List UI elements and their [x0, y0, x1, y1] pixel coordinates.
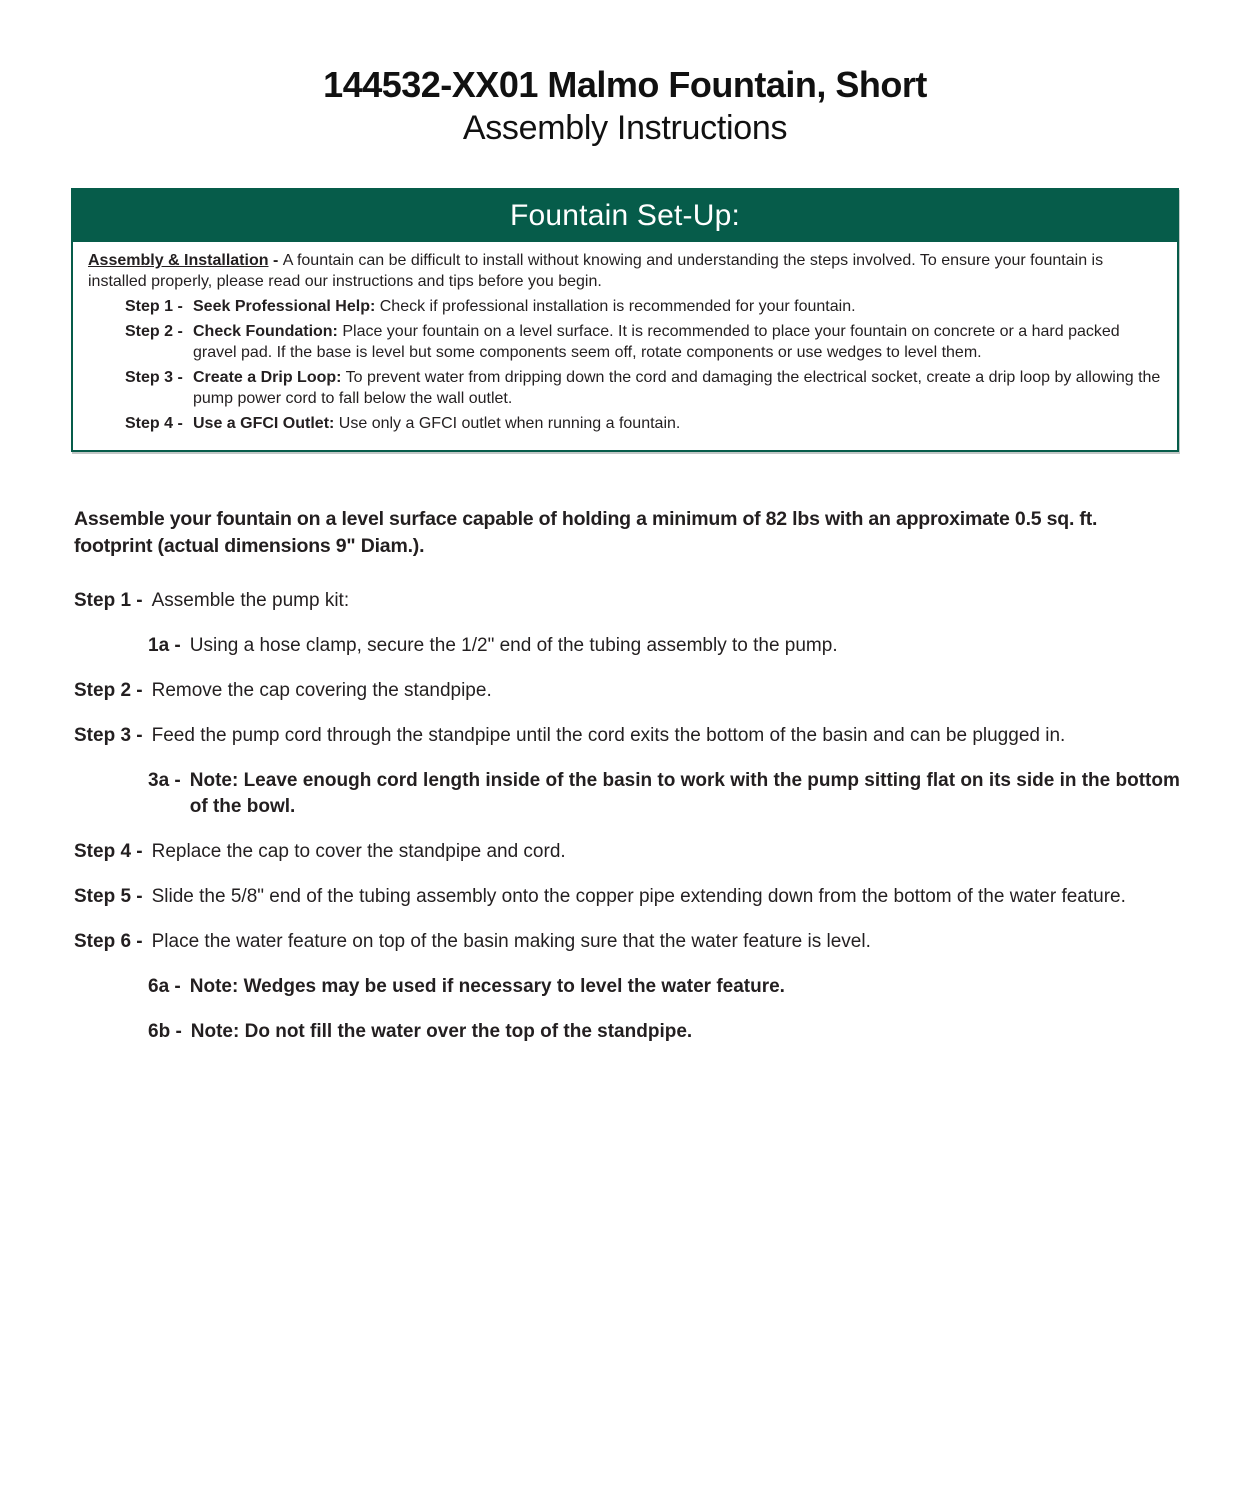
assembly-step-2-text: Remove the cap covering the standpipe.	[151, 680, 492, 701]
document-header	[0, 0, 1250, 148]
assembly-step-3-text: Feed the pump cord through the standpipe until the cord exits the bottom of the basin and can be plugged in.	[151, 725, 1066, 746]
page-subtitle: Assembly Instructions	[462, 109, 788, 147]
assembly-step-6	[74, 929, 1180, 955]
assembly-step-6b-text: Note: Do not fill the water over the top of the standpipe.	[190, 1021, 693, 1042]
assembly-step-5-text: Slide the 5/8" end of the tubing assembly onto the copper pipe extending down from the bottom of the water feature.	[151, 886, 1126, 907]
assembly-step-1-label: Step 1 -	[74, 590, 143, 611]
setup-step-1-text	[193, 296, 1162, 317]
setup-step-3-label: Step 3 -	[125, 369, 183, 386]
setup-step-3-text	[193, 367, 1162, 409]
assembly-step-6b-note	[148, 1019, 1180, 1045]
fountain-setup-box	[71, 188, 1179, 452]
assembly-step-1-text: Assemble the pump kit:	[151, 590, 350, 611]
setup-intro-text: A fountain can be difficult to install without knowing and understanding the steps involved. To ensure your fountain is installed properly, please read our instructions and tips before you begin.	[88, 252, 1104, 290]
assembly-step-6a-label: 6a -	[148, 976, 181, 997]
setup-step-4-text	[193, 413, 1162, 434]
assembly-step-1	[74, 588, 1180, 614]
setup-step-4	[88, 413, 1162, 434]
assembly-step-6-text: Place the water feature on top of the basin making sure that the water feature is level.	[151, 931, 871, 952]
assembly-step-6a-note	[148, 974, 1180, 1000]
setup-step-2	[88, 321, 1162, 363]
assembly-step-4-text: Replace the cap to cover the standpipe and cord.	[151, 841, 566, 862]
assembly-step-3	[74, 723, 1180, 749]
assembly-step-3a-text: Note: Leave enough cord length inside of the basin to work with the pump sitting flat on its side in the bottom of the bowl.	[189, 770, 1180, 817]
setup-step-1-desc: Check if professional installation is recommended for your fountain.	[375, 298, 856, 315]
setup-step-4-label: Step 4 -	[125, 415, 183, 432]
assembly-intro-paragraph: Assemble your fountain on a level surface capable of holding a minimum of 82 lbs with an approximate 0.5 sq. ft. footprint (actual dimensions 9" Diam.).	[74, 508, 1098, 557]
setup-intro-lead: Assembly & Installation	[88, 252, 269, 269]
setup-step-3-topic: Create a Drip Loop:	[193, 369, 342, 386]
setup-step-3	[88, 367, 1162, 409]
assembly-step-3a-label: 3a -	[148, 770, 181, 791]
assembly-step-6b-label: 6b -	[148, 1021, 182, 1042]
setup-step-2-desc: Place your fountain on a level surface. It is recommended to place your fountain on concrete or a hard packed gravel pad. If the base is level but some components seem off, rotate components or use wedges to level them.	[193, 323, 1120, 361]
assembly-step-4-label: Step 4 -	[74, 841, 143, 862]
assembly-step-4	[74, 839, 1180, 865]
setup-box-body	[73, 242, 1177, 450]
assembly-step-2-label: Step 2 -	[74, 680, 143, 701]
assembly-step-1a-text: Using a hose clamp, secure the 1/2" end of the tubing assembly to the pump.	[189, 635, 838, 656]
setup-step-4-desc: Use only a GFCI outlet when running a fountain.	[334, 415, 681, 432]
setup-step-1-label: Step 1 -	[125, 298, 183, 315]
assembly-instructions-section	[74, 506, 1180, 1045]
assembly-step-3a-note	[148, 768, 1180, 820]
assembly-step-1a	[148, 633, 1180, 659]
assembly-step-6-label: Step 6 -	[74, 931, 143, 952]
setup-step-2-text	[193, 321, 1162, 363]
setup-step-4-topic: Use a GFCI Outlet:	[193, 415, 335, 432]
assembly-step-5	[74, 884, 1180, 910]
setup-step-2-label: Step 2 -	[125, 323, 183, 340]
assembly-step-2	[74, 678, 1180, 704]
assembly-step-1a-label: 1a -	[148, 635, 181, 656]
setup-step-2-topic: Check Foundation:	[193, 323, 338, 340]
setup-intro-separator: -	[268, 252, 283, 269]
page-title: 144532-XX01 Malmo Fountain, Short	[323, 64, 927, 105]
setup-step-1-topic: Seek Professional Help:	[193, 298, 376, 315]
setup-step-3-desc: To prevent water from dripping down the cord and damaging the electrical socket, create a drip loop by allowing the pump power cord to fall below the wall outlet.	[193, 369, 1161, 407]
assembly-step-6a-text: Note: Wedges may be used if necessary to level the water feature.	[189, 976, 785, 997]
assembly-step-5-label: Step 5 -	[74, 886, 143, 907]
setup-step-1	[88, 296, 1162, 317]
setup-box-title: Fountain Set-Up:	[73, 190, 1177, 242]
assembly-step-3-label: Step 3 -	[74, 725, 143, 746]
setup-intro-paragraph	[88, 250, 1162, 292]
